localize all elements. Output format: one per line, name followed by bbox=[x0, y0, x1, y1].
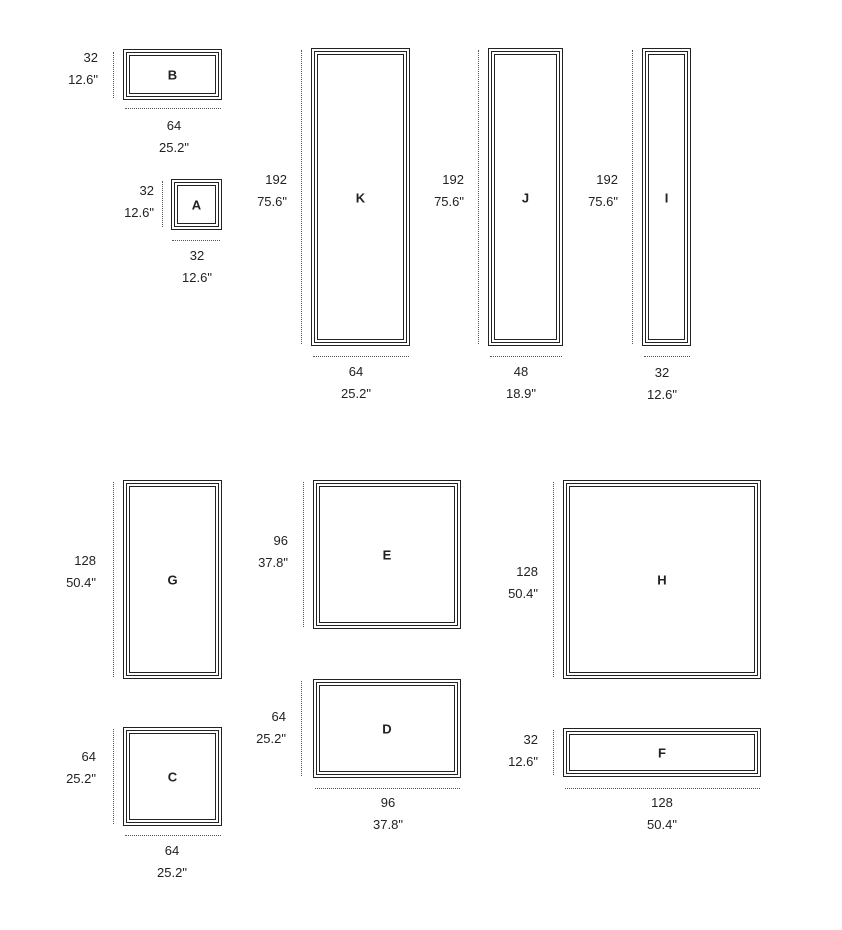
panel-d-width: 96 bbox=[380, 795, 396, 810]
panel-a-height-in: 12.6" bbox=[124, 205, 154, 220]
panel-h-label: H bbox=[657, 572, 667, 587]
panel-j-width: 48 bbox=[513, 364, 529, 379]
panel-j-frame bbox=[488, 48, 563, 346]
panel-j-height-in: 75.6" bbox=[434, 194, 464, 209]
panel-j-height-dim bbox=[434, 169, 464, 213]
panel-c-height-dim bbox=[66, 746, 96, 790]
panel-g-frame bbox=[123, 480, 222, 679]
panel-j-height: 192 bbox=[442, 172, 464, 187]
panel-a-width: 32 bbox=[189, 248, 205, 263]
panel-k-width-in: 25.2" bbox=[341, 386, 371, 401]
panel-b-label: B bbox=[167, 67, 178, 82]
panel-i-height-dim bbox=[588, 169, 618, 213]
panel-b-height-in: 12.6" bbox=[68, 72, 98, 87]
panel-a-label: A bbox=[191, 197, 202, 212]
panel-a-width-line bbox=[172, 240, 220, 241]
panel-h-frame bbox=[563, 480, 761, 679]
panel-c-frame bbox=[123, 727, 222, 826]
panel-i-height-line bbox=[632, 50, 633, 344]
panel-b-width-in: 25.2" bbox=[159, 140, 189, 155]
panel-j-height-line bbox=[478, 50, 479, 344]
panel-k-height-line bbox=[301, 50, 302, 344]
panel-k-frame bbox=[311, 48, 410, 346]
panel-f-height-line bbox=[553, 730, 554, 775]
panel-i-width-line bbox=[644, 356, 690, 357]
panel-e-height-line bbox=[303, 482, 304, 627]
panel-i-width: 32 bbox=[654, 365, 670, 380]
panel-d-height: 64 bbox=[271, 709, 286, 724]
panel-e-height-in: 37.8" bbox=[258, 555, 288, 570]
panel-d-width-in: 37.8" bbox=[373, 817, 403, 832]
panel-b-width-line bbox=[125, 108, 221, 109]
panel-e-height-dim bbox=[258, 530, 288, 574]
panel-a-height-line bbox=[162, 181, 163, 227]
panel-k-height-dim bbox=[257, 169, 287, 213]
panel-g-height-dim bbox=[66, 550, 96, 594]
panel-i-width-dim bbox=[622, 362, 702, 406]
panel-k-height-in: 75.6" bbox=[257, 194, 287, 209]
panel-i-frame bbox=[642, 48, 691, 346]
panel-i-height: 192 bbox=[596, 172, 618, 187]
panel-f-height-dim bbox=[508, 729, 538, 773]
panel-j-width-line bbox=[490, 356, 562, 357]
panel-f-frame bbox=[563, 728, 761, 777]
panel-b-height: 32 bbox=[83, 50, 98, 65]
panel-c-width: 64 bbox=[164, 843, 180, 858]
panel-f-height: 32 bbox=[523, 732, 538, 747]
panel-k-width-dim bbox=[316, 361, 396, 405]
panel-a-width-in: 12.6" bbox=[182, 270, 212, 285]
panel-i-height-in: 75.6" bbox=[588, 194, 618, 209]
panel-d-label: D bbox=[382, 721, 392, 736]
panel-j-label: J bbox=[521, 190, 530, 206]
panel-c-width-line bbox=[125, 835, 221, 836]
panel-b-height-dim bbox=[68, 47, 98, 91]
panel-a-height-dim bbox=[124, 180, 154, 224]
panel-b-width-dim bbox=[134, 115, 214, 159]
panel-g-height-in: 50.4" bbox=[66, 575, 96, 590]
panel-b-frame bbox=[123, 49, 222, 100]
panel-f-width-line bbox=[565, 788, 760, 789]
panel-j-width-in: 18.9" bbox=[506, 386, 536, 401]
panel-i-width-in: 12.6" bbox=[647, 387, 677, 402]
panel-c-label: C bbox=[167, 769, 178, 784]
panel-f-height-in: 12.6" bbox=[508, 754, 538, 769]
panel-k-height: 192 bbox=[265, 172, 287, 187]
panel-c-height: 64 bbox=[81, 749, 96, 764]
panel-d-width-dim bbox=[348, 792, 428, 836]
panel-h-height-line bbox=[553, 482, 554, 677]
panel-h-height-dim bbox=[508, 561, 538, 605]
panel-f-width-dim bbox=[622, 792, 702, 836]
panel-h-height-in: 50.4" bbox=[508, 586, 538, 601]
panel-k-label: K bbox=[355, 190, 366, 206]
panel-a-width-dim bbox=[157, 245, 237, 289]
panel-e-frame bbox=[313, 480, 461, 629]
panel-e-label: E bbox=[382, 547, 392, 562]
panel-g-height-line bbox=[113, 482, 114, 677]
panel-g-label: G bbox=[167, 572, 178, 587]
panel-h-height: 128 bbox=[516, 564, 538, 579]
panel-b-width: 64 bbox=[166, 118, 182, 133]
panel-k-width: 64 bbox=[348, 364, 364, 379]
panel-i-label: I bbox=[664, 190, 669, 206]
panel-d-width-line bbox=[315, 788, 460, 789]
panel-c-width-in: 25.2" bbox=[157, 865, 187, 880]
panel-b-height-line bbox=[113, 52, 114, 98]
panel-a-frame bbox=[171, 179, 222, 230]
panel-f-width-in: 50.4" bbox=[647, 817, 677, 832]
panel-f-width: 128 bbox=[651, 795, 673, 810]
panel-c-height-in: 25.2" bbox=[66, 771, 96, 786]
panel-e-height: 96 bbox=[273, 533, 288, 548]
panel-c-height-line bbox=[113, 729, 114, 824]
panel-f-label: F bbox=[658, 745, 666, 760]
panel-d-frame bbox=[313, 679, 461, 778]
panel-a-height: 32 bbox=[139, 183, 154, 198]
panel-j-width-dim bbox=[481, 361, 561, 405]
panel-d-height-line bbox=[301, 681, 302, 776]
panel-g-height: 128 bbox=[74, 553, 96, 568]
panel-c-width-dim bbox=[132, 840, 212, 884]
panel-k-width-line bbox=[313, 356, 409, 357]
panel-d-height-in: 25.2" bbox=[256, 731, 286, 746]
panel-d-height-dim bbox=[256, 706, 286, 750]
